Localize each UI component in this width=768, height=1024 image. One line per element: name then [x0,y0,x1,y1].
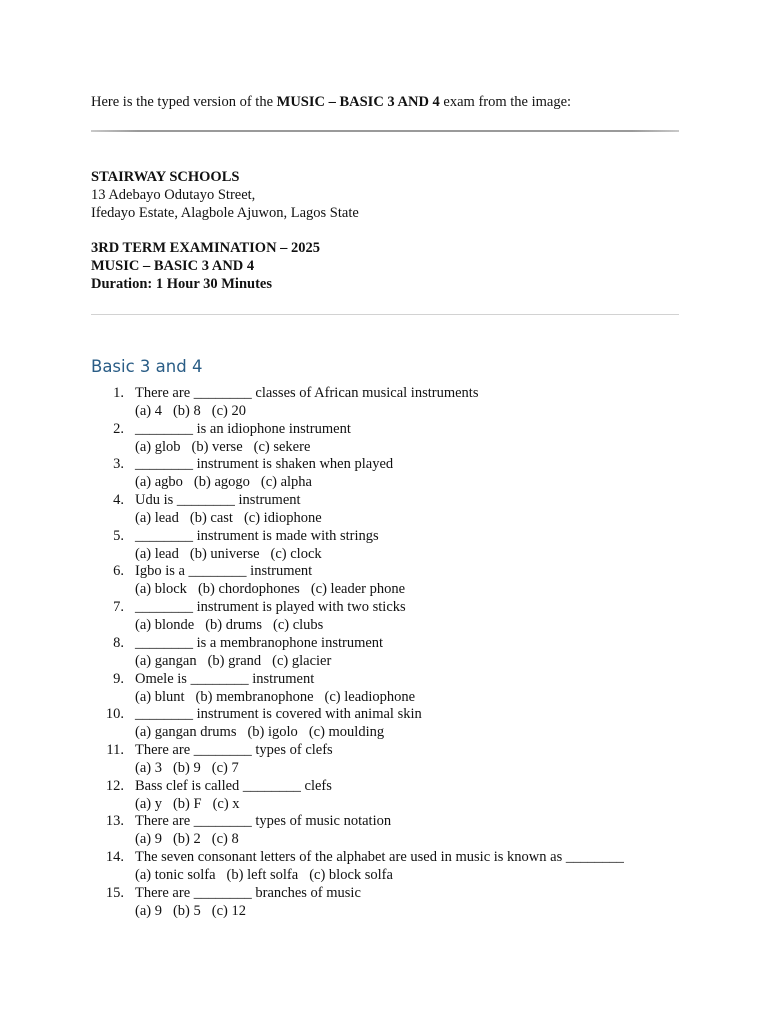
question-number: 4. [113,492,124,509]
question-item [91,884,679,920]
answer-option: (a) 3 [135,759,162,776]
question-item [91,777,679,813]
answer-option: (a) glob [135,438,181,455]
answer-option: (b) cast [189,510,233,527]
question-item [91,670,679,706]
question-list [91,384,679,919]
question-item [91,705,679,741]
intro-text-before: Here is the typed version of the [91,94,277,110]
question-options [135,866,404,884]
question-stem: ________ instrument is played with two sticks [135,599,406,616]
answer-option: (b) drums [205,617,262,634]
question-options [135,830,250,848]
question-item [91,384,679,420]
question-options [135,652,342,670]
answer-option: (a) gangan drums [135,724,237,741]
answer-option: (b) left solfa [226,866,299,883]
answer-option: (c) glacier [272,652,332,669]
question-stem: ________ instrument is covered with animal skin [135,706,422,723]
answer-option: (a) 9 [135,831,162,848]
question-item [91,598,679,634]
answer-option: (c) block solfa [309,866,393,883]
question-number: 9. [113,670,124,687]
exam-term: 3RD TERM EXAMINATION – 2025 [91,240,321,256]
question-options [135,616,334,634]
answer-option: (b) membranophone [195,688,314,705]
answer-option: (a) gangan [135,652,197,669]
question-stem: ________ is a membranophone instrument [135,634,384,651]
question-number: 12. [105,777,124,794]
answer-option: (a) 4 [135,403,162,419]
answer-option: (c) sekere [253,438,311,455]
exam-duration: Duration: 1 Hour 30 Minutes [91,276,272,292]
question-stem: ________ instrument is made with strings [135,527,379,544]
exam-subject: MUSIC – BASIC 3 AND 4 [91,258,255,274]
answer-option: (c) idiophone [243,510,322,527]
question-item [91,741,679,777]
answer-option: (b) 5 [172,902,201,919]
question-number: 5. [113,527,124,544]
intro-text-bold: MUSIC – BASIC 3 AND 4 [276,94,440,110]
question-options [135,545,333,563]
school-address-line1: 13 Adebayo Odutayo Street, [91,187,256,203]
answer-option: (c) leader phone [310,581,406,598]
answer-option: (c) alpha [260,474,312,491]
question-number: 13. [105,813,124,830]
answer-option: (b) verse [191,438,243,455]
question-item [91,848,679,884]
answer-option: (a) blunt [135,688,185,705]
question-stem: Udu is ________ instrument [135,492,301,509]
question-stem: There are ________ classes of African musical instruments [135,385,479,401]
question-options [135,580,416,598]
answer-option: (c) 20 [211,403,246,419]
question-options [135,688,426,706]
question-number: 2. [113,420,124,437]
question-stem: Omele is ________ instrument [135,670,315,687]
question-options [135,509,333,527]
answer-option: (c) leadiophone [324,688,416,705]
question-options [135,473,323,491]
exam-header [91,239,320,293]
question-number: 6. [113,563,124,580]
answer-option: (c) 12 [211,902,246,919]
answer-option: (a) lead [135,545,179,562]
question-options [135,759,250,777]
question-number: 15. [105,884,124,901]
answer-option: (a) blonde [135,617,195,634]
question-stem: ________ is an idiophone instrument [135,420,351,437]
answer-option: (c) 8 [211,831,239,848]
answer-option: (b) F [172,795,202,812]
question-item [91,562,679,598]
answer-option: (a) lead [135,510,179,527]
question-options [135,795,251,813]
answer-option: (b) chordophones [197,581,300,598]
question-options [135,723,395,741]
question-number: 1. [113,385,124,401]
question-item [91,420,679,456]
question-stem: The seven consonant letters of the alphabet are used in music is known as ________ [135,848,624,865]
school-name: STAIRWAY SCHOOLS [91,169,240,185]
question-item [91,491,679,527]
question-number: 7. [113,599,124,616]
question-stem: Bass clef is called ________ clefs [135,777,332,794]
answer-option: (b) 9 [172,759,201,776]
answer-option: (a) tonic solfa [135,866,216,883]
answer-option: (c) x [212,795,240,812]
answer-option: (c) clubs [272,617,324,634]
answer-option: (a) y [135,795,162,812]
school-header [91,168,359,222]
question-stem: There are ________ branches of music [135,884,361,901]
question-item [91,455,679,491]
question-item [91,527,679,563]
question-number: 8. [113,634,124,651]
horizontal-rule-divider [91,314,679,315]
answer-option: (c) moulding [308,724,385,741]
answer-option: (b) agogo [193,474,250,491]
question-stem: There are ________ types of clefs [135,741,333,758]
question-stem: Igbo is a ________ instrument [135,563,313,580]
answer-option: (b) universe [189,545,260,562]
question-stem: ________ instrument is shaken when played [135,456,394,473]
intro-line [91,93,571,111]
horizontal-rule-top [91,130,679,132]
question-item [91,812,679,848]
question-options [135,402,257,420]
question-number: 14. [105,848,124,865]
question-number: 10. [105,706,124,723]
question-options [135,902,257,920]
answer-option: (b) 8 [172,403,201,419]
question-item [91,634,679,670]
section-heading: Basic 3 and 4 [91,356,203,376]
intro-text-after: exam from the image: [439,94,572,110]
school-address-line2: Ifedayo Estate, Alagbole Ajuwon, Lagos State [91,205,359,221]
question-number: 3. [113,456,124,473]
answer-option: (c) 7 [211,759,239,776]
question-number: 11. [106,741,124,758]
answer-option: (b) igolo [247,724,298,741]
answer-option: (a) agbo [135,474,183,491]
answer-option: (c) clock [270,545,322,562]
question-stem: There are ________ types of music notation [135,813,392,830]
answer-option: (b) grand [207,652,262,669]
answer-option: (b) 2 [172,831,201,848]
answer-option: (a) 9 [135,902,162,919]
question-options [135,438,321,456]
answer-option: (a) block [135,581,187,598]
